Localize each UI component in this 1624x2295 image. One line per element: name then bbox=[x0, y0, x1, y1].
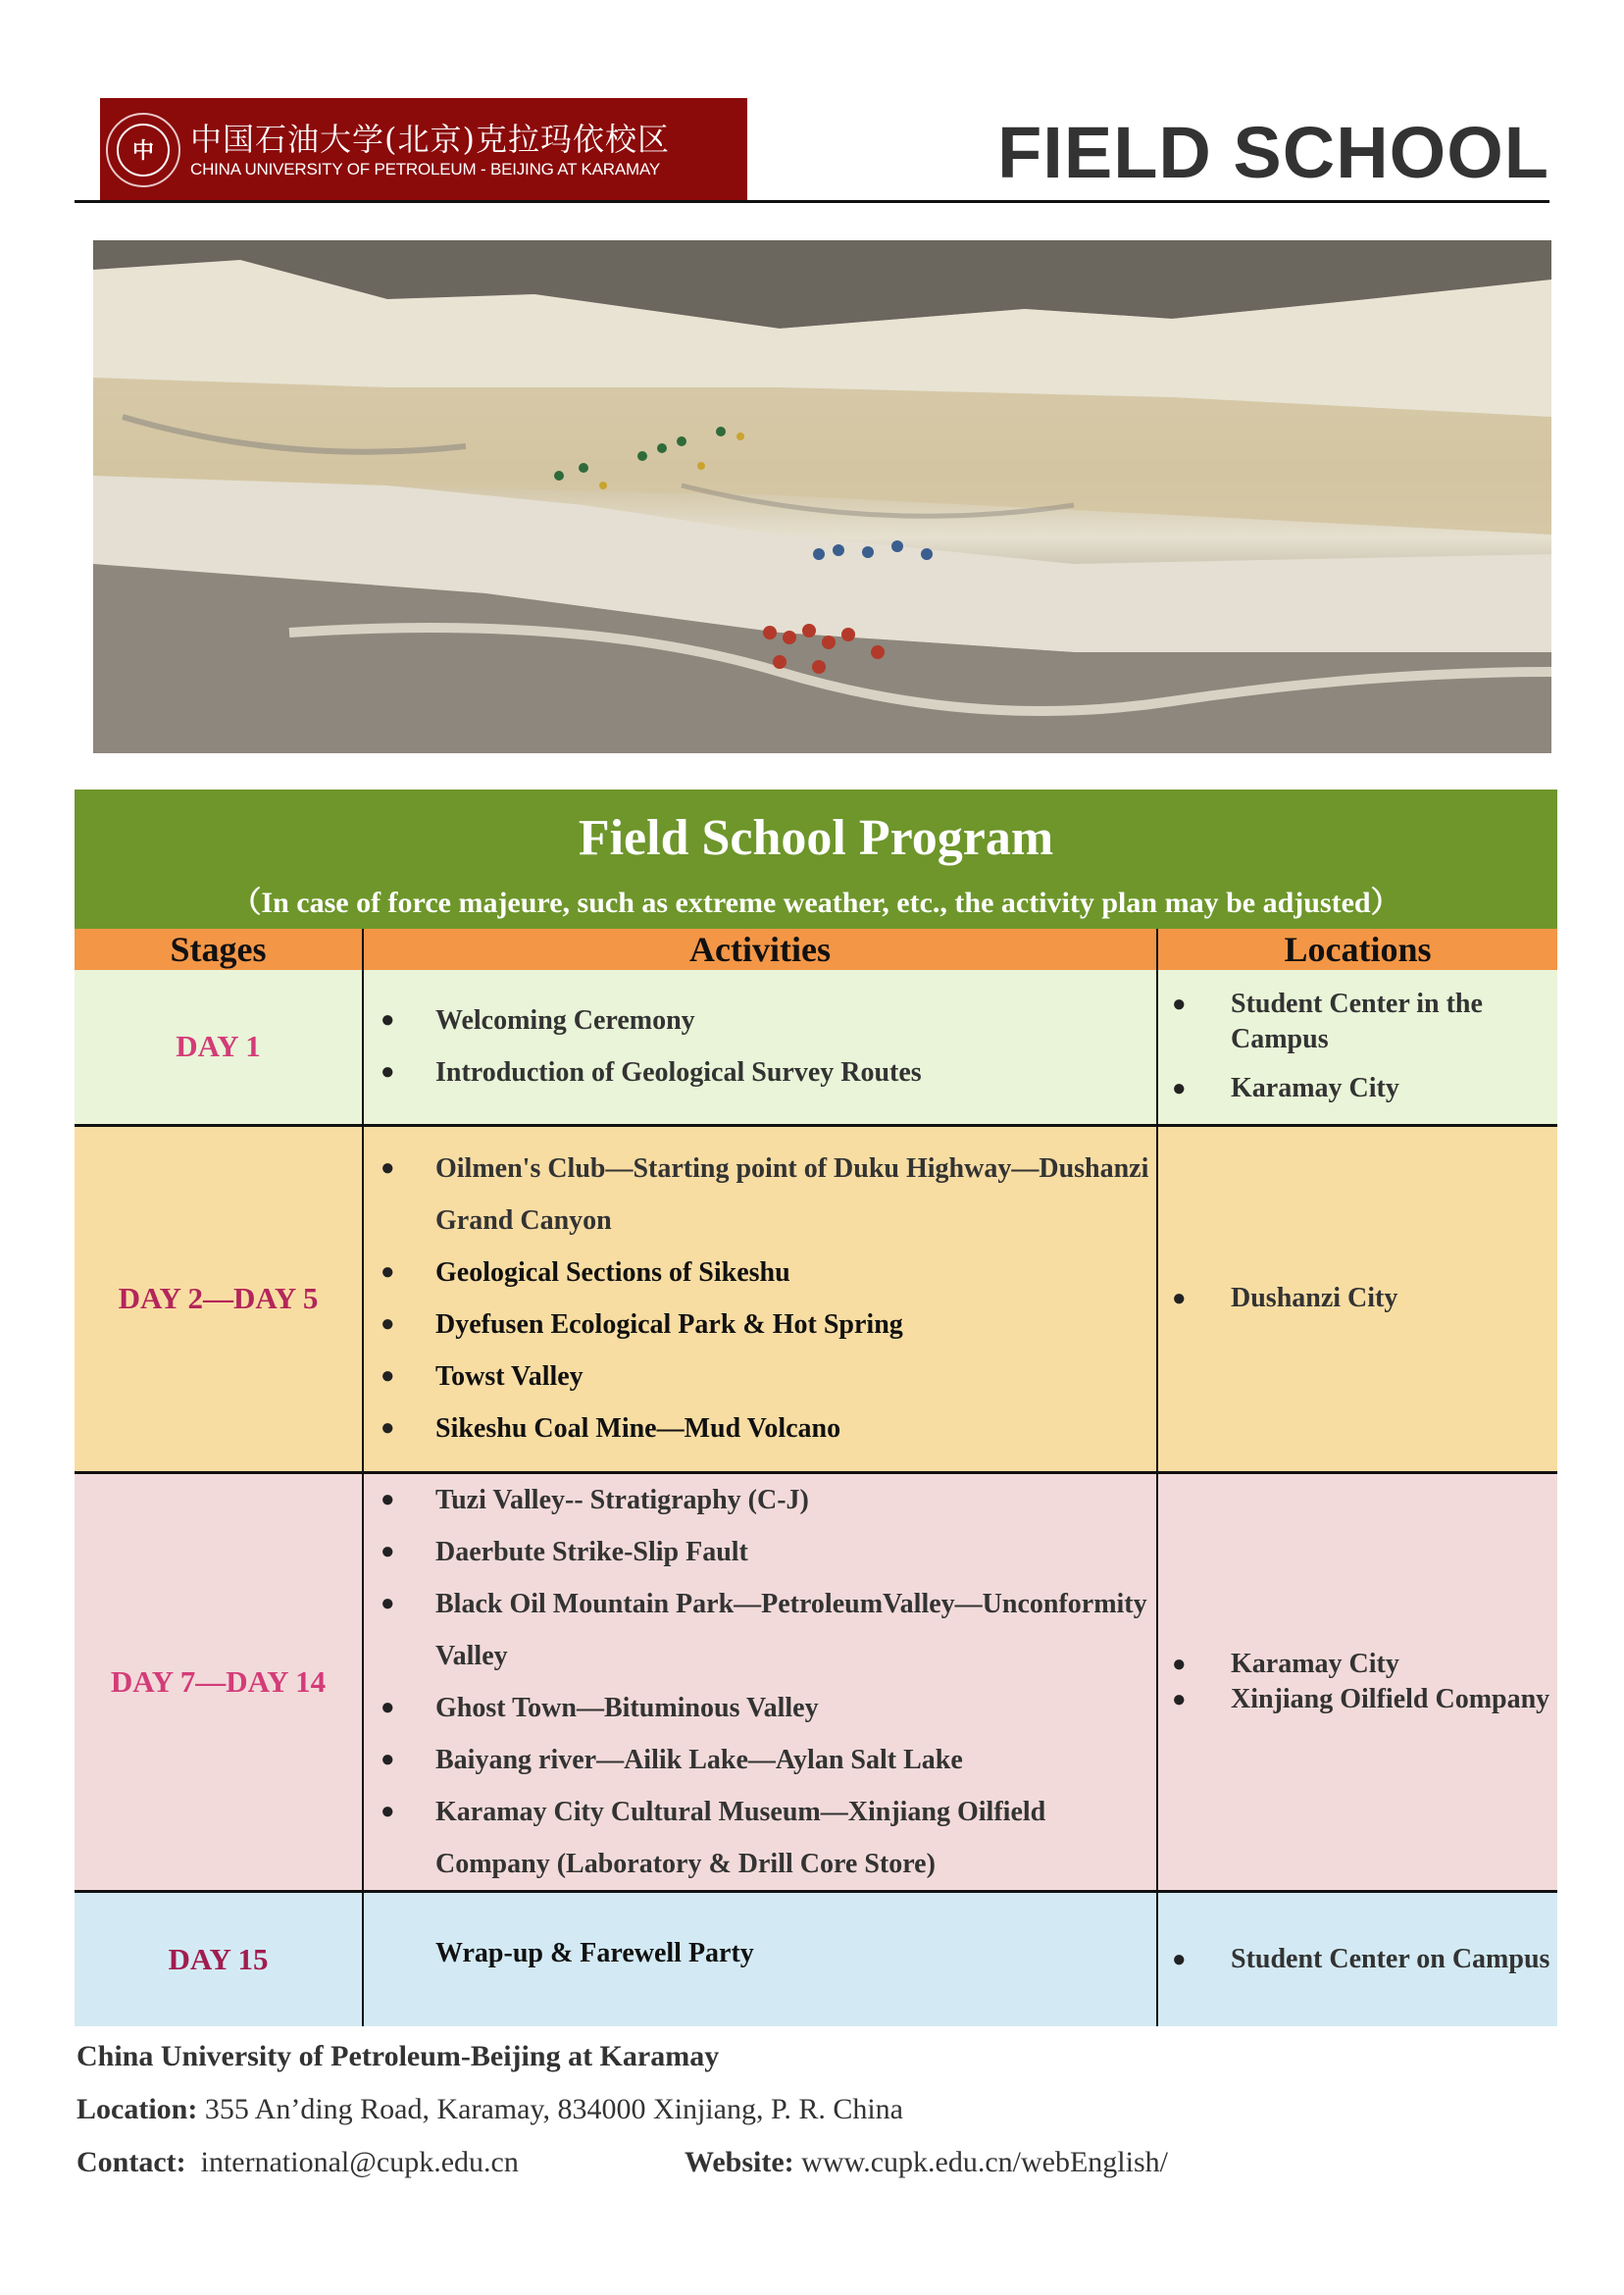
university-emblem-icon bbox=[106, 113, 180, 187]
bullet-icon: ● bbox=[381, 1259, 395, 1285]
locations-cell bbox=[1157, 1125, 1557, 1472]
website-label: Website: bbox=[685, 2146, 794, 2178]
header-divider bbox=[75, 200, 1549, 203]
stage-cell: DAY 7—DAY 14 bbox=[110, 1663, 327, 1699]
website-line bbox=[685, 2146, 1168, 2179]
bullet-icon: ● bbox=[381, 1746, 395, 1772]
location-value: 355 An’ding Road, Karamay, 834000 Xinjiang, P. R. China bbox=[197, 2093, 903, 2125]
bullet-icon: ● bbox=[381, 1007, 395, 1034]
location-item: ● Karamay City bbox=[1158, 1647, 1557, 1682]
bullet-icon: ● bbox=[1172, 1286, 1187, 1311]
locations-cell bbox=[1157, 970, 1557, 1125]
stage-cell: DAY 15 bbox=[168, 1941, 269, 1976]
bullet-icon: ● bbox=[381, 1798, 395, 1824]
activities-cell bbox=[363, 1125, 1157, 1472]
program-note: （In case of force majeure, such as extreme weather, etc., the activity plan may be adjusted） bbox=[231, 887, 1400, 919]
activity-item: ● Introduction of Geological Survey Routes bbox=[364, 1046, 1156, 1098]
bullet-icon: ● bbox=[381, 1538, 395, 1564]
logo-english-name: CHINA UNIVERSITY OF PETROLEUM - BEIJING AT KARAMAY bbox=[190, 159, 660, 178]
logo-chinese-name: 中国石油大学(北京)克拉玛依校区 bbox=[190, 120, 670, 158]
activity-item: ● Dyefusen Ecological Park & Hot Spring bbox=[364, 1299, 1156, 1351]
field-trip-photo bbox=[93, 240, 1551, 753]
location-item: ● Dushanzi City bbox=[1158, 1281, 1557, 1316]
table-row bbox=[75, 1472, 1557, 1891]
location-item: ● Student Center on Campus bbox=[1158, 1942, 1557, 1977]
program-section bbox=[75, 790, 1557, 2026]
activity-item: ● Sikeshu Coal Mine—Mud Volcano bbox=[364, 1402, 1156, 1454]
table-row bbox=[75, 1125, 1557, 1472]
activity-item: ● Daerbute Strike-Slip Fault bbox=[364, 1526, 1156, 1578]
bullet-icon: ● bbox=[381, 1155, 395, 1181]
contact-email-link[interactable]: international@cupk.edu.cn bbox=[200, 2146, 519, 2178]
stage-cell: DAY 1 bbox=[176, 1029, 261, 1064]
activity-item: ● Welcoming Ceremony bbox=[364, 994, 1156, 1046]
contact-label: Contact: bbox=[76, 2146, 186, 2178]
activities-cell bbox=[363, 1472, 1157, 1891]
bullet-icon: ● bbox=[381, 1059, 395, 1086]
bullet-icon: ● bbox=[381, 1363, 395, 1389]
table-header-row bbox=[75, 929, 1557, 970]
page-header bbox=[75, 98, 1549, 204]
activity-item: ● Tuzi Valley-- Stratigraphy (C-J) bbox=[364, 1474, 1156, 1526]
column-header-activities: Activities bbox=[363, 929, 1157, 970]
canyon-landscape-illustration bbox=[93, 240, 1551, 753]
activity-item: Wrap-up & Farewell Party bbox=[435, 1938, 754, 1969]
bullet-icon: ● bbox=[381, 1590, 395, 1616]
locations-cell bbox=[1157, 1472, 1557, 1891]
activity-item: ● Karamay City Cultural Museum—Xinjiang Oilfield Company (Laboratory & Drill Core Store) bbox=[364, 1786, 1156, 1890]
activities-cell bbox=[363, 970, 1157, 1125]
table-row bbox=[75, 1891, 1557, 2026]
column-header-stages: Stages bbox=[75, 929, 363, 970]
bullet-icon: ● bbox=[381, 1694, 395, 1720]
program-header bbox=[75, 790, 1557, 929]
bullet-icon: ● bbox=[381, 1311, 395, 1337]
location-item: ● Xinjiang Oilfield Company bbox=[1158, 1682, 1557, 1717]
table-row bbox=[75, 970, 1557, 1125]
activity-item: ● Geological Sections of Sikeshu bbox=[364, 1247, 1156, 1299]
column-header-locations: Locations bbox=[1157, 929, 1557, 970]
program-title: Field School Program bbox=[578, 810, 1054, 866]
activity-item: ● Baiyang river—Ailik Lake—Aylan Salt Lake bbox=[364, 1734, 1156, 1786]
location-line bbox=[76, 2093, 903, 2126]
activity-item: ● Oilmen's Club—Starting point of Duku Highway—Dushanzi Grand Canyon bbox=[364, 1143, 1156, 1247]
location-item: ● Karamay City bbox=[1158, 1071, 1557, 1106]
bullet-icon: ● bbox=[1172, 1946, 1187, 1972]
activity-item: ● Ghost Town—Bituminous Valley bbox=[364, 1682, 1156, 1734]
bullet-icon: ● bbox=[1172, 1651, 1187, 1677]
activity-item: ● Black Oil Mountain Park—PetroleumValley—Unconformity Valley bbox=[364, 1578, 1156, 1682]
logo-text bbox=[190, 120, 670, 180]
bullet-icon: ● bbox=[381, 1415, 395, 1441]
bullet-icon: ● bbox=[1172, 1686, 1187, 1712]
locations-cell bbox=[1157, 1891, 1557, 2026]
website-link[interactable]: www.cupk.edu.cn/webEnglish/ bbox=[793, 2146, 1168, 2178]
bullet-icon: ● bbox=[1172, 992, 1187, 1018]
bullet-icon: ● bbox=[381, 1486, 395, 1512]
bullet-icon: ● bbox=[1172, 1076, 1187, 1102]
location-label: Location: bbox=[76, 2093, 198, 2125]
activity-item: ● Towst Valley bbox=[364, 1351, 1156, 1402]
emblem-glyph: 中 bbox=[117, 124, 170, 177]
schedule-table bbox=[75, 929, 1557, 2026]
page-title: FIELD SCHOOL bbox=[997, 112, 1549, 193]
stage-cell: DAY 2—DAY 5 bbox=[118, 1281, 319, 1315]
institution-name: China University of Petroleum-Beijing at Karamay bbox=[76, 2040, 720, 2072]
activities-cell bbox=[363, 1891, 1157, 2026]
university-logo bbox=[100, 98, 747, 201]
location-item: ● Student Center in the Campus bbox=[1172, 989, 1483, 1055]
contact-line bbox=[76, 2146, 519, 2179]
